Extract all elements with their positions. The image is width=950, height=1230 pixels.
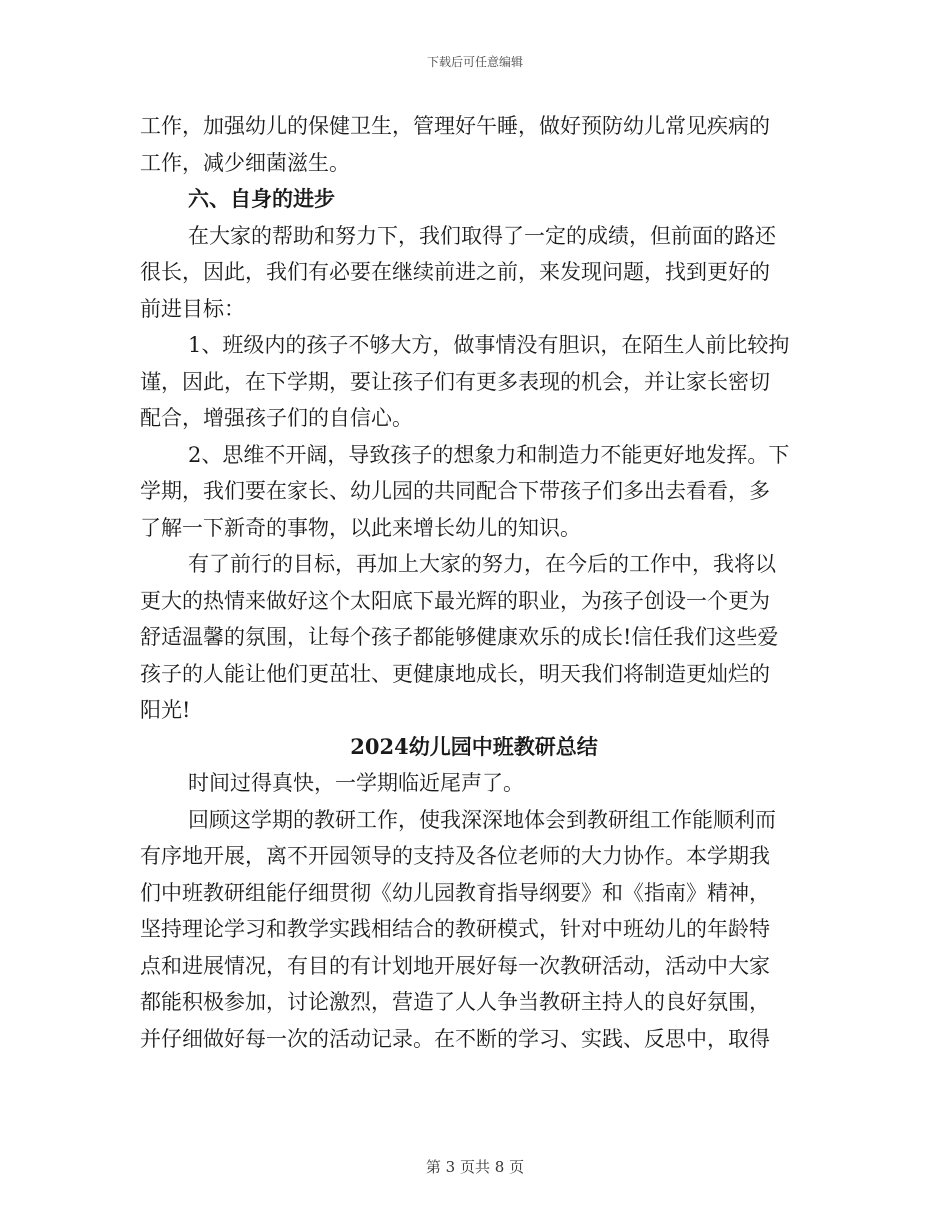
- paragraph-line: 们中班教研组能仔细贯彻《幼儿园教育指导纲要》和《指南》精神，: [140, 880, 770, 905]
- paragraph-line: 谨，因此，在下学期，要让孩子们有更多表现的机会，并让家长密切: [140, 369, 770, 394]
- paragraph-line: 学期，我们要在家长、幼儿园的共同配合下带孩子们多出去看看，多: [140, 479, 770, 503]
- document-title: 2024幼儿园中班教研总结: [350, 733, 598, 759]
- paragraph-line: 在大家的帮助和努力下，我们取得了一定的成绩，但前面的路还: [188, 223, 776, 248]
- paragraph-line: 舒适温馨的氛围，让每个孩子都能够健康欢乐的成长!信任我们这些爱: [140, 625, 779, 649]
- paragraph-line: 阳光!: [140, 698, 191, 722]
- paragraph-line: 有了前行的目标，再加上大家的努力，在今后的工作中，我将以: [188, 552, 776, 576]
- section-heading: 六、自身的进步: [188, 186, 335, 211]
- paragraph-line: 孩子的人能让他们更茁壮、更健康地成长，明天我们将制造更灿烂的: [140, 661, 770, 686]
- paragraph-line: 时间过得真快，一学期临近尾声了。: [188, 771, 524, 795]
- paragraph-line: 配合，增强孩子们的自信心。: [140, 406, 413, 430]
- paragraph-line: 工作，减少细菌滋生。: [140, 150, 350, 175]
- paragraph-line: 了解一下新奇的事物，以此来增长幼儿的知识。: [140, 515, 581, 540]
- page-header-note: 下载后可任意编辑: [426, 55, 523, 69]
- paragraph-line: 1、班级内的孩子不够大方，做事情没有胆识，在陌生人前比较拘: [188, 333, 790, 357]
- paragraph-line: 前进目标：: [140, 296, 245, 321]
- paragraph-line: 更大的热情来做好这个太阳底下最光辉的职业，为孩子创设一个更为: [140, 588, 770, 613]
- paragraph-line: 2、思维不开阔，导致孩子的想象力和制造力不能更好地发挥。下: [188, 442, 790, 467]
- paragraph-line: 并仔细做好每一次的活动记录。在不断的学习、实践、反思中，取得: [140, 1026, 770, 1051]
- paragraph-line: 有序地开展，离不开园领导的支持及各位老师的大力协作。本学期我: [140, 844, 770, 868]
- paragraph-line: 很长，因此，我们有必要在继续前进之前，来发现问题，找到更好的: [140, 260, 770, 284]
- paragraph-line: 坚持理论学习和教学实践相结合的教研模式，针对中班幼儿的年龄特: [140, 917, 770, 941]
- page-number: 第 3 页共 8 页: [425, 1158, 525, 1176]
- paragraph-line: 都能积极参加，讨论激烈，营造了人人争当教研主持人的良好氛围，: [140, 990, 770, 1014]
- paragraph-line: 回顾这学期的教研工作，使我深深地体会到教研组工作能顺利而: [188, 807, 776, 832]
- document-body: [140, 108, 808, 1057]
- paragraph-line: 工作，加强幼儿的保健卫生，管理好午睡，做好预防幼儿常见疾病的: [140, 114, 770, 138]
- paragraph-line: 点和进展情况，有目的有计划地开展好每一次教研活动，活动中大家: [140, 953, 770, 978]
